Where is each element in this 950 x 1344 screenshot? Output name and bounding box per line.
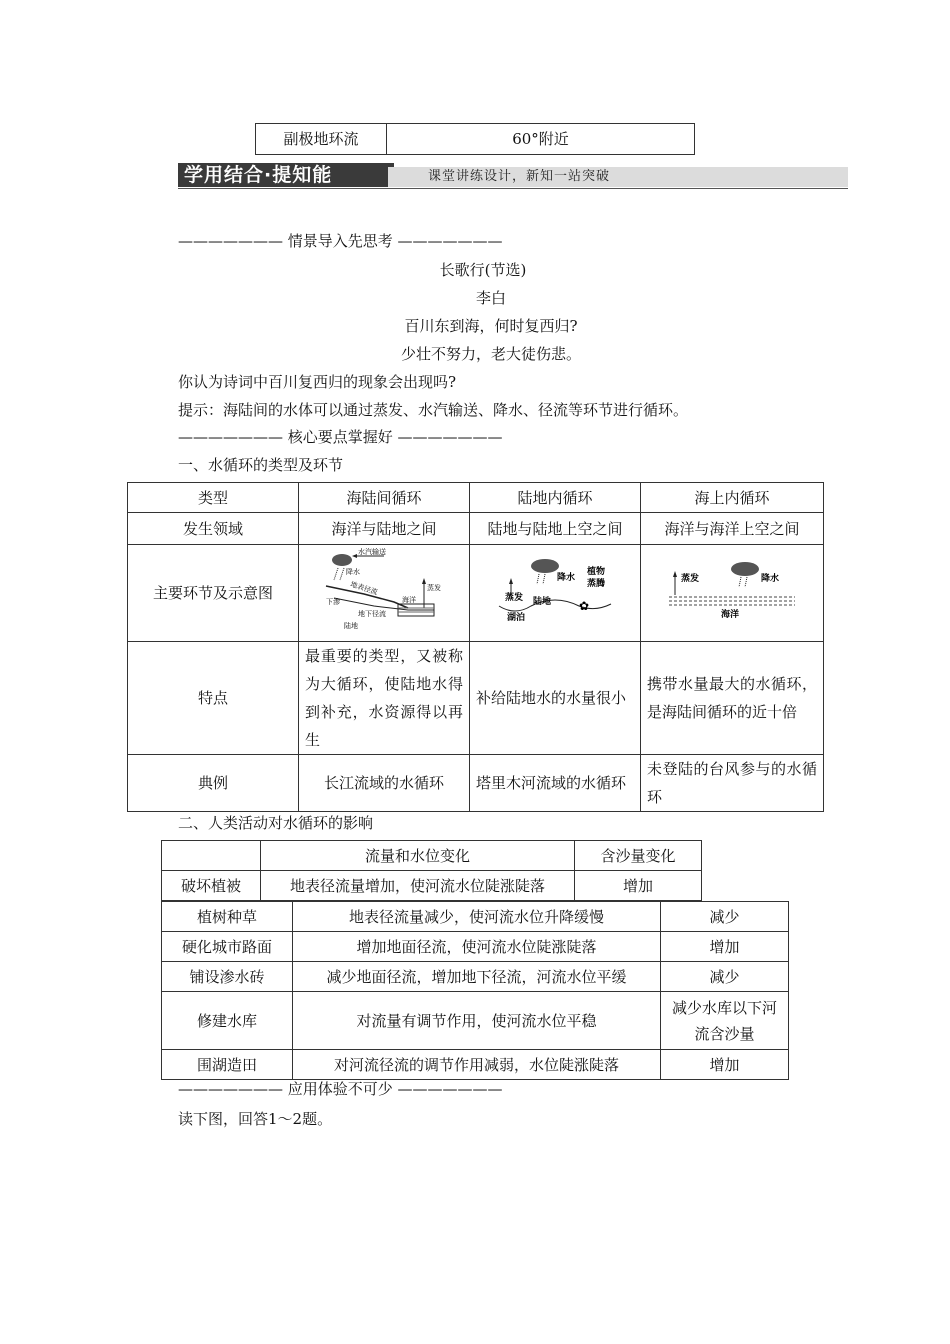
water-cycle-table: [127, 482, 824, 812]
table-row: [162, 871, 702, 901]
row-label: 破坏植被: [162, 871, 261, 901]
human-impact-table-body: [161, 901, 789, 1080]
table-row: [128, 513, 824, 545]
section-banner: [178, 163, 848, 190]
poem-line-2: 少壮不努力，老大徒伤悲。: [400, 345, 581, 363]
table-cell: 海洋与陆地之间: [299, 513, 470, 545]
top-table: [255, 123, 695, 155]
land-cycle-diagram: [495, 554, 615, 624]
header-blank: [162, 841, 261, 871]
top-table-value: 60°附近: [387, 124, 695, 155]
section-heading-core: ——————— 核心要点掌握好 ———————: [178, 428, 503, 446]
final-instruction: 读下图，回答1～2题。: [178, 1110, 333, 1128]
table-row: [128, 483, 824, 513]
row-label: 修建水库: [162, 992, 293, 1050]
label-rain: 降水: [346, 567, 360, 576]
top-table-label: 副极地环流: [256, 124, 387, 155]
sea-cycle-diagram: [667, 559, 797, 619]
row-label: 铺设渗水砖: [162, 962, 293, 992]
row-label: 植树种草: [162, 902, 293, 932]
poem-title: 长歌行(节选): [439, 261, 527, 279]
hint-text: 提示：海陆间的水体可以通过蒸发、水汽输送、降水、径流等环节进行循环。: [178, 401, 689, 419]
label-sea: 海洋: [402, 595, 416, 604]
table-cell: 增加地面径流，使河流水位陡涨陡落: [293, 932, 661, 962]
section-heading-practice: ——————— 应用体验不可少 ———————: [178, 1080, 503, 1098]
table-row: [162, 962, 789, 992]
row-label: 发生领域: [128, 513, 299, 545]
label-ground: 地下径流: [358, 609, 386, 618]
table-row: [162, 992, 789, 1050]
label-transp: 蒸腾: [587, 578, 606, 589]
label-plant: 植物: [587, 566, 606, 577]
table-cell: 未登陆的台风参与的水循环: [641, 755, 824, 812]
table-cell: 减少水库以下河流含沙量: [660, 992, 788, 1050]
label-surface: 地表径流: [349, 579, 379, 597]
table-cell: 减少: [660, 962, 788, 992]
label-seep: 下渗: [326, 597, 340, 606]
part1-heading: 一、水循环的类型及环节: [178, 456, 344, 474]
diagram-sea-cycle: [641, 545, 824, 642]
table-row: [128, 545, 824, 642]
svg-text:✿: ✿: [579, 598, 590, 613]
sea-land-cycle-diagram: [324, 546, 444, 632]
table-row: [162, 841, 702, 871]
table-cell: 对流量有调节作用，使河流水位平稳: [293, 992, 661, 1050]
table-cell: 地表径流量增加，使河流水位陡涨陡落: [261, 871, 575, 901]
table-cell: 塔里木河流域的水循环: [470, 755, 641, 812]
poem-line-1: 百川东到海，何时复西归?: [404, 317, 578, 335]
table-cell: 增加: [575, 871, 702, 901]
table-cell: 补给陆地水的水量很小: [470, 642, 641, 755]
header-sea-land: 海陆间循环: [299, 483, 470, 513]
header-sea: 海上内循环: [641, 483, 824, 513]
banner-rule: [178, 188, 848, 189]
diagram-land-cycle: [470, 545, 641, 642]
table-row: [162, 932, 789, 962]
table-row: [162, 1050, 789, 1080]
table-cell: 最重要的类型，又被称为大循环，使陆地水得到补充，水资源得以再生: [299, 642, 470, 755]
label-evap: 蒸发: [505, 592, 524, 603]
table-cell: 海洋与海洋上空之间: [641, 513, 824, 545]
table-cell: 陆地与陆地上空之间: [470, 513, 641, 545]
table-cell: 增加: [660, 1050, 788, 1080]
banner-subtitle: 课堂讲练设计，新知一站突破: [428, 169, 611, 184]
label-rain: 降水: [557, 572, 576, 583]
header-flow: 流量和水位变化: [261, 841, 575, 871]
row-label: 主要环节及示意图: [128, 545, 299, 642]
table-row: [128, 642, 824, 755]
header-type: 类型: [128, 483, 299, 513]
label-ocean: 海洋: [721, 609, 740, 619]
table-cell: 携带水量最大的水循环，是海陆间循环的近十倍: [641, 642, 824, 755]
label-vapor: 水汽输送: [358, 547, 386, 556]
banner-title: 学用结合·提知能: [178, 163, 394, 187]
table-row: [128, 755, 824, 812]
table-cell: 对河流径流的调节作用减弱，水位陡涨陡落: [293, 1050, 661, 1080]
table-cell: 减少地面径流，增加地下径流，河流水位平缓: [293, 962, 661, 992]
label-lake: 湖泊: [507, 612, 526, 623]
row-label: 围湖造田: [162, 1050, 293, 1080]
header-land: 陆地内循环: [470, 483, 641, 513]
table-cell: 增加: [660, 932, 788, 962]
header-sediment: 含沙量变化: [575, 841, 702, 871]
table-cell: 减少: [660, 902, 788, 932]
table-cell: 地表径流量减少，使河流水位升降缓慢: [293, 902, 661, 932]
row-label: 特点: [128, 642, 299, 755]
label-rain: 降水: [761, 573, 780, 584]
table-cell: 长江流域的水循环: [299, 755, 470, 812]
section-heading-intro: ——————— 情景导入先思考 ———————: [178, 232, 503, 250]
label-land: 陆地: [533, 596, 552, 607]
question-text: 你认为诗词中百川复西归的现象会出现吗?: [178, 373, 457, 391]
row-label: 硬化城市路面: [162, 932, 293, 962]
label-land: 陆地: [344, 621, 358, 630]
table-row: [162, 902, 789, 932]
poem-author: 李白: [475, 289, 506, 307]
label-evap: 蒸发: [427, 583, 441, 592]
human-impact-table-head: [161, 840, 702, 901]
row-label: 典例: [128, 755, 299, 812]
diagram-sea-land-cycle: [299, 545, 470, 642]
part2-heading: 二、人类活动对水循环的影响: [178, 814, 374, 832]
label-evap: 蒸发: [681, 573, 700, 584]
